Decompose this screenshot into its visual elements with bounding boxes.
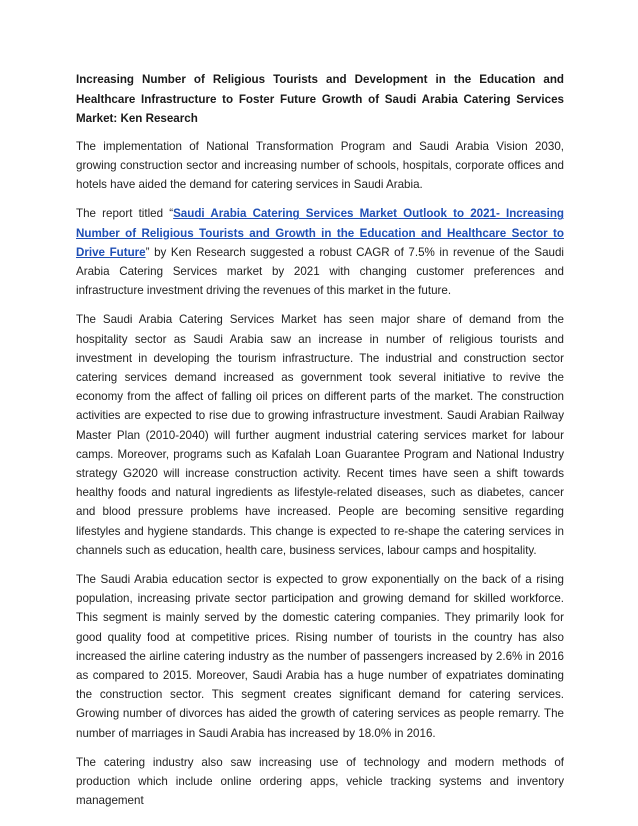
paragraph-5: The catering industry also saw increasing use of technology and modern methods of production which include online ordering apps, vehicle tracking systems and inventory management [76,755,564,808]
paragraph-2-prefix: The report titled “ [76,207,174,221]
document-title: Increasing Number of Religious Tourists and Development in the Education and Healthcare Infrastructure to Foster Future Growth of Saudi Arabia Catering Services Market: Ken Research [76,73,564,126]
report-title-link[interactable]: Saudi Arabia Catering Services Market Outlook to 2021- Increasing Number of Religious Tourists and Growth in the Education and Healthcare Sector to Drive Future [76,207,564,259]
paragraph-2-suffix: ” by Ken Research suggested a robust CAGR of 7.5% in revenue of the Saudi Arabia Catering Services market by 2021 with changing customer preferences and infrastructure investment driving the revenues of this market in the future. [76,245,564,298]
paragraph-4: The Saudi Arabia education sector is expected to grow exponentially on the back of a rising population, increasing private sector participation and growing demand for skilled workforce. This segment is mainly served by the domestic catering companies. They primarily look for good quality food at competitive prices. Rising number of tourists in the country has also increased the airline catering industry as the number of passengers increased by 2.6% in 2016 as compared to 2015. Moreover, Saudi Arabia has a huge number of expatriates dominating the construction sector. This segment creates significant demand for catering services. Growing number of divorces has aided the growth of catering services as people remarry. The number of marriages in Saudi Arabia has increased by 18.0% in 2016. [76,573,564,740]
paragraph-1: The implementation of National Transformation Program and Saudi Arabia Vision 2030, growing construction sector and increasing number of schools, hospitals, corporate offices and hotels have aided the demand for catering services in Saudi Arabia. [76,139,564,192]
paragraph-3: The Saudi Arabia Catering Services Market has seen major share of demand from the hospitality sector as Saudi Arabia saw an increase in number of religious tourists and investment in developing the tourism infrastructure. The industrial and construction sector catering services demand increased as government took several initiative to revive the economy from the affect of falling oil prices on different parts of the market. The construction activities are expected to rise due to growing infrastructure investment. Saudi Arabian Railway Master Plan (2010-2040) will further augment industrial catering services market for labour camps. Moreover, programs such as Kafalah Loan Guarantee Program and National Industry strategy G2020 will increase construction activity. Recent times have seen a shift towards healthy foods and natural ingredients as lifestyle-related diseases, such as diabetes, cancer and blood pressure problems have increased. People are becoming sensitive regarding lifestyles and hygiene standards. This change is expected to re-shape the catering services in channels such as education, health care, business services, labour camps and hospitality. [76,313,564,557]
paragraph-2 [76,204,564,300]
